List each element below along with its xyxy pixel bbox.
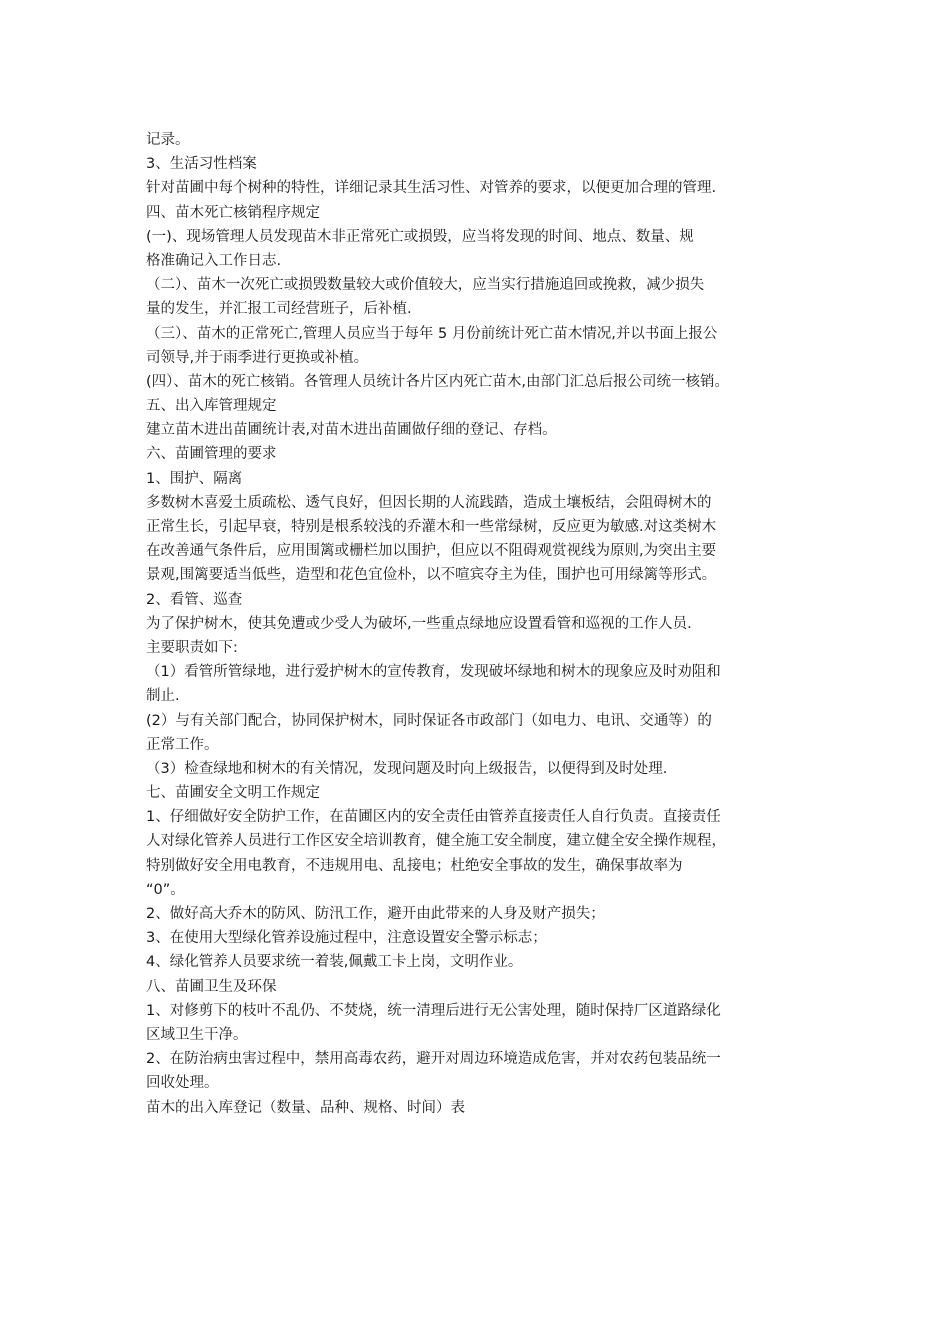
- text-line: 4、绿化管养人员要求统一着装,佩戴工卡上岗，文明作业。: [146, 954, 523, 971]
- text-line: （三）、苗木的正常死亡,管理人员应当于每年 5 月份前统计死亡苗木情况,并以书面上报公: [146, 325, 718, 342]
- text-line: 多数树木喜爱土质疏松、透气良好，但因长期的人流践踏，造成土壤板结，会阻碍树木的: [146, 494, 712, 511]
- text-line: 1、仔细做好安全防护工作，在苗圃区内的安全责任由管养直接责任人自行负责。直接责任: [146, 809, 721, 826]
- text-line: 记录。: [146, 132, 190, 148]
- table-caption: 苗木的出入库登记（数量、品种、规格、时间）表: [146, 1099, 465, 1116]
- text-line: 主要职责如下:: [146, 639, 238, 656]
- text-line: （二）、苗木一次死亡或损毁数量较大或价值较大，应当实行措施追回或挽救，减少损失: [146, 277, 705, 294]
- text-line: 2、在防治病虫害过程中，禁用高毒农药，避开对周边环境造成危害，并对农药包装品统一: [146, 1051, 721, 1068]
- section-heading: 七、苗圃安全文明工作规定: [146, 785, 320, 802]
- text-line: （1）看管所管绿地，进行爱护树木的宣传教育，发现破坏绿地和树木的现象应及时劝阻和: [146, 664, 721, 681]
- text-line: 正常生长，引起早衰，特别是根系较浅的乔灌木和一些常绿树，反应更为敏感.对这类树木: [146, 519, 717, 535]
- text-line: 为了保护树木，使其免遭或少受人为破坏,一些重点绿地应设置看管和巡视的工作人员.: [146, 615, 692, 632]
- text-line: (一)、现场管理人员发现苗木非正常死亡或损毁，应当将发现的时间、地点、数量、规: [146, 228, 694, 245]
- subsection-heading: 1、围护、隔离: [146, 470, 243, 487]
- text-line: “0”。: [146, 881, 185, 898]
- text-line: 在改善通气条件后，应用围篱或栅栏加以围护，但应以不阻碍观赏视线为原则,为突出主要: [146, 543, 717, 560]
- text-line: 司领导,并于雨季进行更换或补植。: [146, 349, 369, 366]
- text-line: 格准确记入工作日志.: [146, 252, 282, 269]
- text-line: 特别做好安全用电教育，不违规用电、乱接电；杜绝安全事故的发生，确保事故率为: [146, 857, 683, 874]
- text-line: 人对绿化管养人员进行工作区安全培训教育，健全施工安全制度，建立健全安全操作规程，: [146, 833, 726, 850]
- text-line: 景观,围篱要适当低些，造型和花色宜俭朴，以不喧宾夺主为佳，围护也可用绿篱等形式。: [146, 567, 717, 584]
- section-heading: 八、苗圃卫生及环保: [146, 978, 277, 995]
- document-body: [146, 128, 826, 1120]
- text-line: 制止.: [146, 688, 180, 705]
- text-line: 量的发生，并汇报工司经营班子，后补植.: [146, 301, 412, 318]
- section-heading: 六、苗圃管理的要求: [146, 446, 277, 463]
- section-heading: 四、苗木死亡核销程序规定: [146, 204, 320, 221]
- subsection-heading: 2、看管、巡查: [146, 591, 243, 608]
- section-heading: 3、生活习性档案: [146, 156, 257, 173]
- text-line: 2、做好高大乔木的防风、防汛工作，避开由此带来的人身及财产损失；: [146, 906, 605, 922]
- text-line: 建立苗木进出苗圃统计表,对苗木进出苗圃做仔细的登记、存档。: [146, 422, 557, 439]
- text-line: （3）检查绿地和树木的有关情况，发现问题及时向上级报告，以便得到及时处理.: [146, 760, 668, 777]
- section-heading: 五、出入库管理规定: [146, 398, 277, 415]
- text-line: (2）与有关部门配合，协同保护树木，同时保证各市政部门（如电力、电讯、交通等）的: [146, 712, 712, 729]
- text-line: 针对苗圃中每个树种的特性，详细记录其生活习性、对管养的要求，以便更加合理的管理.: [146, 180, 717, 197]
- text-line: (四）、苗木的死亡核销。各管理人员统计各片区内死亡苗木,由部门汇总后报公司统一核销。: [146, 373, 730, 390]
- text-line: 3、在使用大型绿化管养设施过程中，注意设置安全警示标志；: [146, 930, 547, 947]
- text-line: 回收处理。: [146, 1075, 219, 1092]
- text-line: 区域卫生干净。: [146, 1026, 248, 1043]
- text-line: 正常工作。: [146, 736, 219, 753]
- text-line: 1、对修剪下的枝叶不乱仍、不焚烧，统一清理后进行无公害处理，随时保持厂区道路绿化: [146, 1002, 721, 1019]
